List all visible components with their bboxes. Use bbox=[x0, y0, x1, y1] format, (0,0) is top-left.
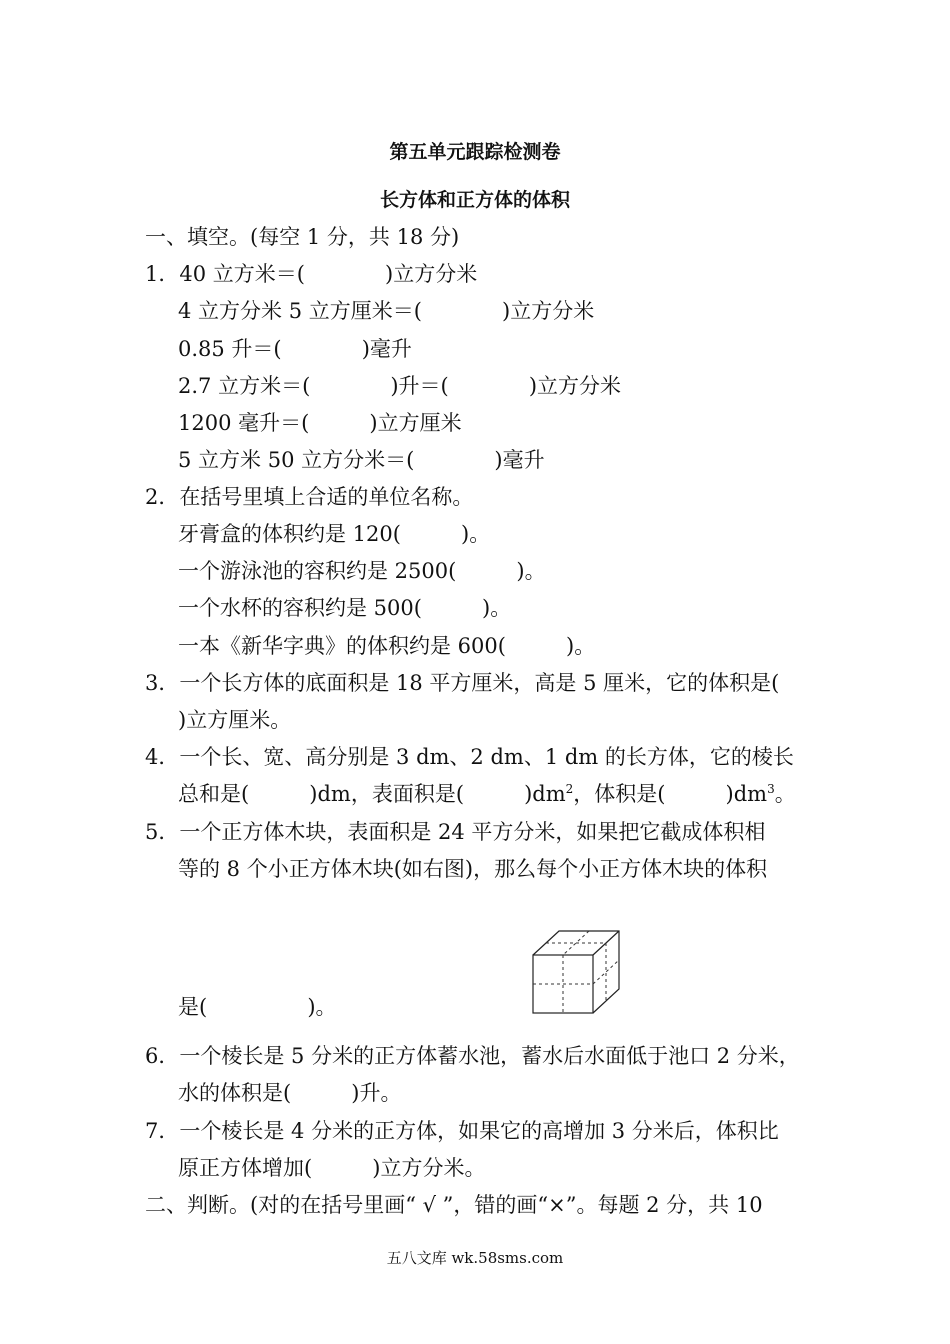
q1-line: 4 立方分米 5 立方厘米＝( )立方分米 bbox=[178, 299, 595, 323]
q5-line: 5．一个正方体木块，表面积是 24 平方分米，如果把它截成体积相 bbox=[145, 820, 766, 844]
superscript-2: 2 bbox=[565, 782, 574, 796]
q4-text-a: 总和是( )dm，表面积是( )dm bbox=[178, 782, 566, 806]
q3-line: 3．一个长方体的底面积是 18 平方厘米，高是 5 厘米，它的体积是( bbox=[145, 671, 780, 695]
q6-line: 水的体积是( )升。 bbox=[178, 1081, 402, 1105]
q2-line: 2．在括号里填上合适的单位名称。 bbox=[145, 485, 474, 509]
q4-line2 bbox=[178, 780, 796, 808]
q1-line: 1．40 立方米＝( )立方分米 bbox=[145, 262, 478, 286]
q7-line: 7．一个棱长是 4 分米的正方体，如果它的高增加 3 分米后，体积比 bbox=[145, 1119, 779, 1143]
cube-diagram bbox=[528, 928, 620, 1018]
q2-line: 牙膏盒的体积约是 120( )。 bbox=[178, 522, 491, 546]
q2-line: 一本《新华字典》的体积约是 600( )。 bbox=[178, 634, 596, 658]
q1-line: 0.85 升＝( )毫升 bbox=[178, 337, 412, 361]
q5-line: 是( )。 bbox=[178, 995, 337, 1019]
q1-line: 1200 毫升＝( )立方厘米 bbox=[178, 411, 462, 435]
q2-line: 一个水杯的容积约是 500( )。 bbox=[178, 596, 512, 620]
page-title: 第五单元跟踪检测卷 bbox=[389, 141, 561, 163]
superscript-3: 3 bbox=[767, 782, 775, 796]
q1-line: 2.7 立方米＝( )升＝( )立方分米 bbox=[178, 374, 622, 398]
page-subtitle: 长方体和正方体的体积 bbox=[379, 189, 570, 211]
q4-line: 4．一个长、宽、高分别是 3 dm、2 dm、1 dm 的长方体，它的棱长 bbox=[145, 745, 794, 769]
q2-line: 一个游泳池的容积约是 2500( )。 bbox=[178, 559, 546, 583]
q1-line: 5 立方米 50 立方分米＝( )毫升 bbox=[178, 448, 545, 472]
section1-heading: 一、填空。(每空 1 分，共 18 分) bbox=[145, 225, 460, 249]
q4-text-c: 。 bbox=[774, 782, 796, 806]
q6-line: 6．一个棱长是 5 分米的正方体蓄水池，蓄水后水面低于池口 2 分米， bbox=[145, 1044, 800, 1068]
q5-line: 等的 8 个小正方体木块(如右图)，那么每个小正方体木块的体积 bbox=[178, 857, 768, 881]
q3-line: )立方厘米。 bbox=[178, 708, 292, 732]
q7-line: 原正方体增加( )立方分米。 bbox=[178, 1156, 486, 1180]
q4-text-b: ，体积是( )dm bbox=[573, 782, 768, 806]
section2-heading: 二、判断。(对的在括号里画“ √ ”，错的画“×”。每题 2 分，共 10 bbox=[145, 1193, 763, 1217]
footer-watermark: 五八文库 wk.58sms.com bbox=[386, 1249, 564, 1267]
